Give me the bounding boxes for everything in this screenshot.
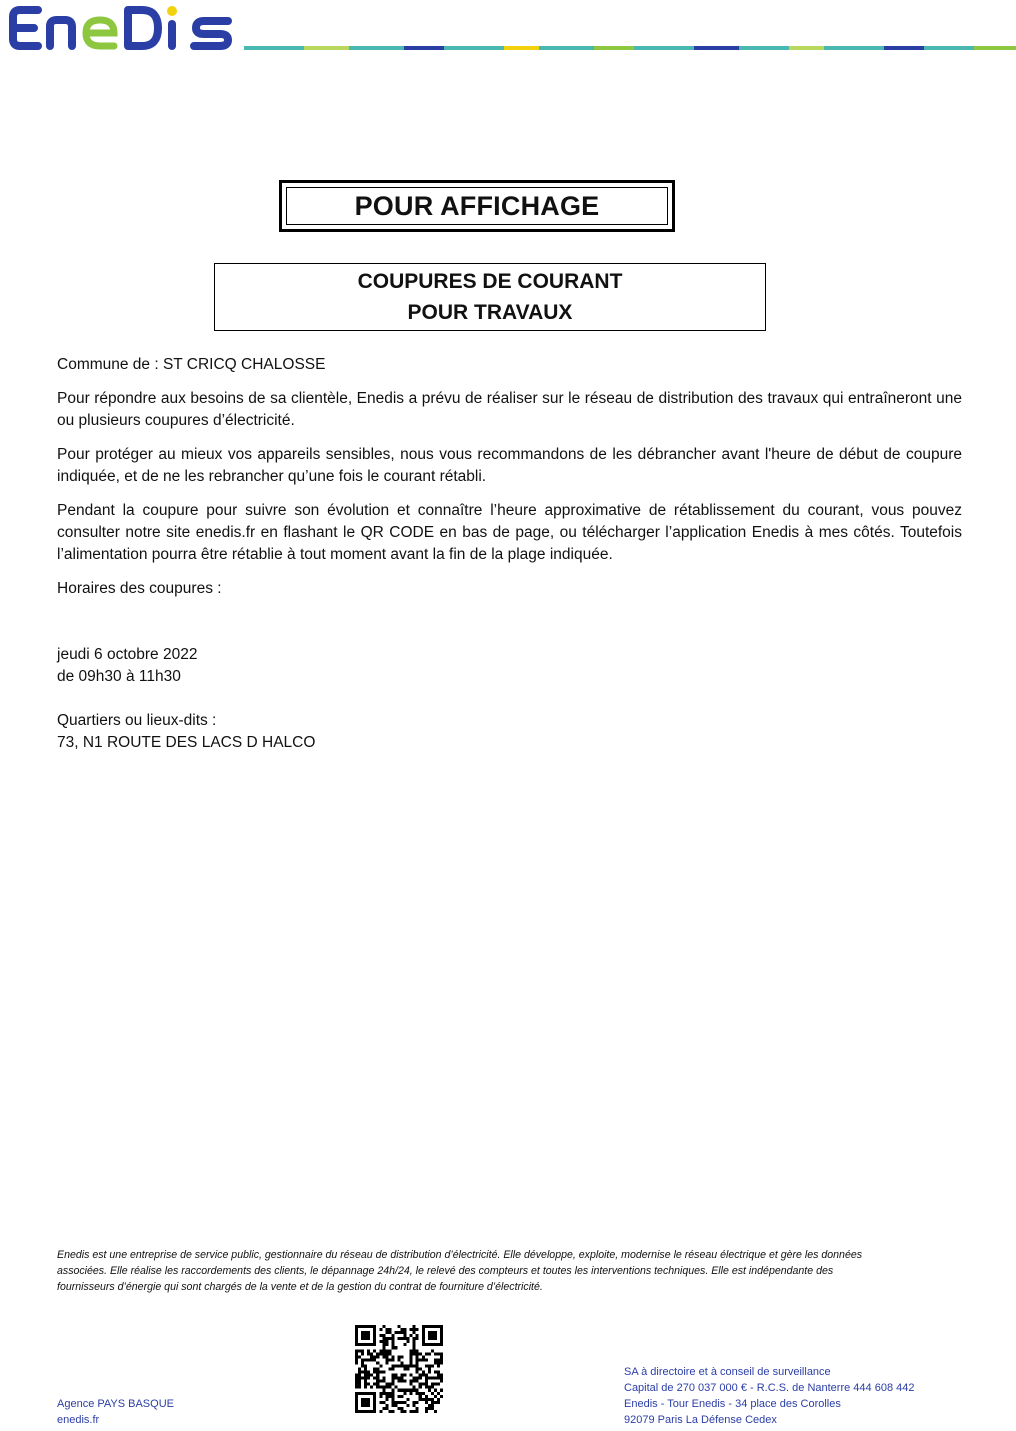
company-info bbox=[624, 1364, 914, 1428]
subtitle-line-2: POUR TRAVAUX bbox=[407, 301, 573, 324]
enedis-logo bbox=[8, 4, 236, 52]
subtitle-line-1: COUPURES DE COURANT bbox=[357, 270, 623, 293]
qr-code[interactable] bbox=[355, 1325, 443, 1413]
legal-line-3: fournisseurs d’énergie qui sont chargés de la vente et de la gestion du contrat de fourniture d’électricité. bbox=[57, 1281, 543, 1293]
title-box bbox=[279, 180, 675, 232]
company-line-1: SA à directoire et à conseil de surveillance bbox=[624, 1366, 831, 1378]
subtitle-box bbox=[214, 263, 766, 331]
agency-name: Agence PAYS BASQUE bbox=[57, 1398, 174, 1410]
outage-date: jeudi 6 octobre 2022 bbox=[57, 646, 198, 663]
header-color-stripe bbox=[244, 46, 1016, 50]
legal-line-2: associées. Elle réalise les raccordements des clients, le dépannage 24h/24, le relevé des compteurs et toutes les interventions techniques. Elle est indépendante des bbox=[57, 1265, 834, 1277]
locations-label: Quartiers ou lieux-dits : bbox=[57, 712, 217, 729]
commune-line: Commune de : ST CRICQ CHALOSSE bbox=[57, 356, 326, 373]
company-line-4: 92079 Paris La Défense Cedex bbox=[624, 1414, 777, 1426]
legal-line-1: Enedis est une entreprise de service public, gestionnaire du réseau de distribution d’électricité. Elle développe, exploite, modernise le réseau électrique et gère les données bbox=[57, 1249, 863, 1261]
legal-notice bbox=[57, 1247, 957, 1295]
agency-block bbox=[57, 1396, 174, 1428]
notice-body bbox=[57, 354, 962, 754]
paragraph-recommendation: Pour protéger au mieux vos appareils sensibles, nous vous recommandons de les débrancher avant l'heure de début de coupure indiquée, et de ne les rebrancher qu’une fois le courant rétabli. bbox=[57, 446, 962, 485]
schedule-label: Horaires des coupures : bbox=[57, 580, 222, 597]
website-link[interactable]: enedis.fr bbox=[57, 1414, 100, 1426]
company-line-2: Capital de 270 037 000 € - R.C.S. de Nanterre 444 608 442 bbox=[624, 1382, 915, 1394]
company-line-3: Enedis - Tour Enedis - 34 place des Corolles bbox=[624, 1398, 841, 1410]
paragraph-tracking: Pendant la coupure pour suivre son évolution et connaître l’heure approximative de rétablissement du courant, vous pouvez consulter notre site enedis.fr en flashant le QR CODE en bas de page, ou télécharger l’application Enedis à mes côtés. Toutefois l’alimentation pourra être rétablie à tout moment avant la fin de la plage indiquée. bbox=[57, 502, 962, 563]
outage-time: de 09h30 à 11h30 bbox=[57, 668, 181, 685]
page-title: POUR AFFICHAGE bbox=[286, 187, 668, 225]
paragraph-intro: Pour répondre aux besoins de sa clientèle, Enedis a prévu de réaliser sur le réseau de distribution des travaux qui entraîneront une ou plusieurs coupures d’électricité. bbox=[57, 390, 962, 429]
location-value: 73, N1 ROUTE DES LACS D HALCO bbox=[57, 734, 316, 751]
